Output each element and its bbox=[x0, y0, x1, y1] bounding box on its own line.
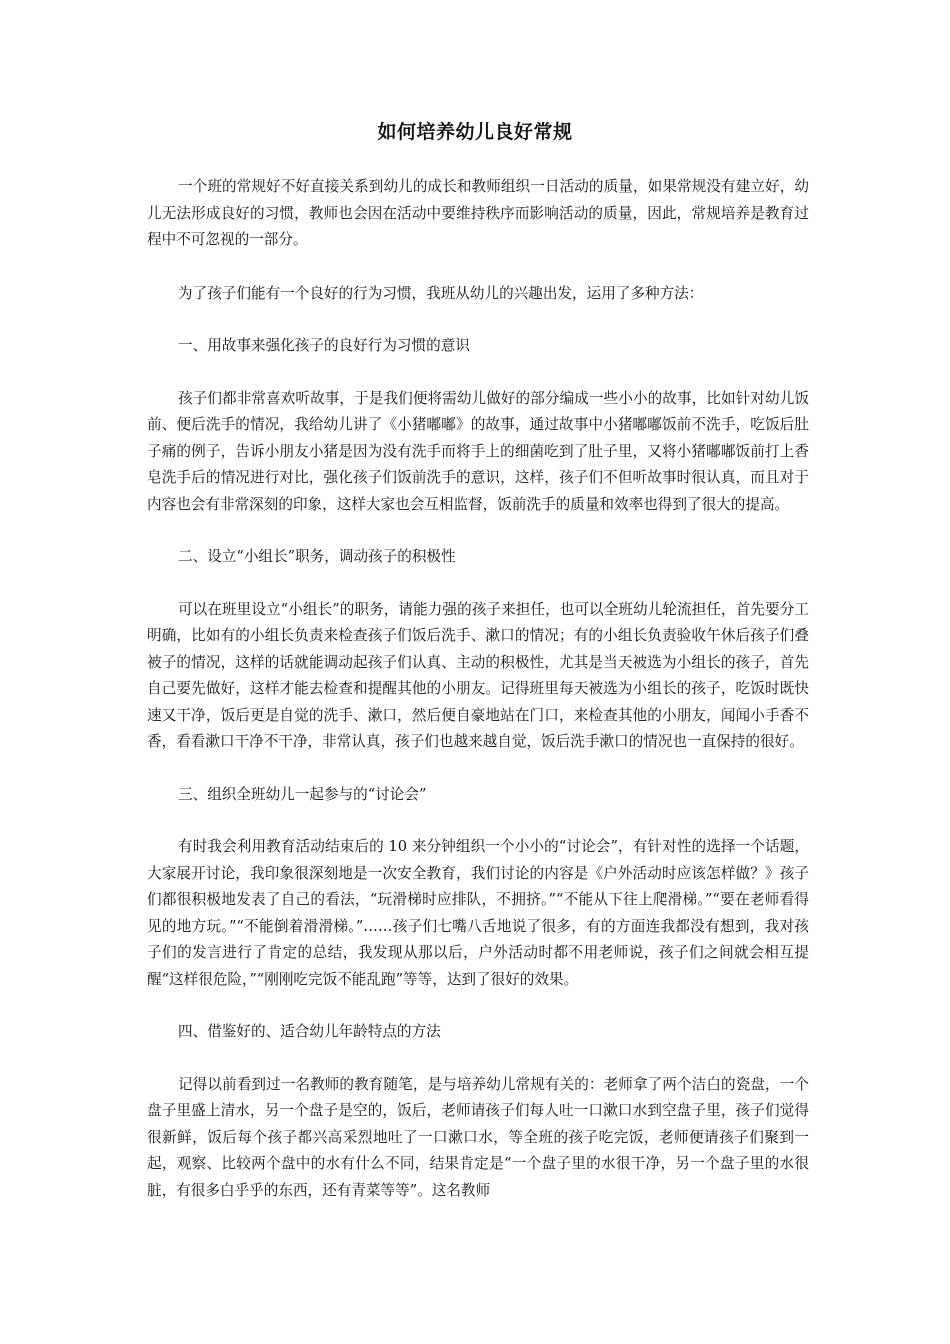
section-heading-3: 三、组织全班幼儿一起参与的“讨论会” bbox=[178, 785, 427, 803]
section-heading-4: 四、借鉴好的、适合幼儿年龄特点的方法 bbox=[178, 1023, 441, 1040]
document-body bbox=[147, 174, 809, 1204]
paragraph-section-1: 孩子们都非常喜欢听故事，于是我们便将需幼儿做好的部分编成一些小小的故事，比如针对幼儿饭前、便后洗手的情况，我给幼儿讲了《小猪嘟嘟》的故事，通过故事中小猪嘟嘟饭前不洗手，吃饭后肚子痛的例子，告诉小朋友小猪是因为没有洗手而将手上的细菌吃到了肚子里，又将小猪嘟嘟饭前打上香皂洗手后的情况进行对比，强化孩子们饭前洗手的意识，这样，孩子们不但听故事时很认真，而且对于内容也会有非常深刻的印象，这样大家也会互相监督，饭前洗手的质量和效率也得到了很大的提高。 bbox=[147, 389, 809, 513]
paragraph-methods-intro: 为了孩子们能有一个良好的行为习惯，我班从幼儿的兴趣出发，运用了多种方法： bbox=[178, 284, 704, 302]
paragraph-intro: 一个班的常规好不好直接关系到幼儿的成长和教师组织一日活动的质量，如果常规没有建立好，幼儿无法形成良好的习惯，教师也会因在活动中要维持秩序而影响活动的质量，因此，常规培养是教育过程中不可忽视的一部分。 bbox=[147, 178, 809, 248]
paragraph-section-3: 有时我会利用教育活动结束后的 10 来分钟组织一个小小的“讨论会”，有针对性的选择一个话题，大家展开讨论，我印象很深刻地是一次安全教育，我们讨论的内容是《户外活动时应该怎样做？》孩子们都很积极地发表了自己的看法，“玩滑梯时应排队，不拥挤。”“不能从下往上爬滑梯。”“要在老师看得见的地方玩。”“不能倒着滑滑梯。”……孩子们七嘴八舌地说了很多，有的方面连我都没有想到，我对孩子们的发言进行了肯定的总结，我发现从那以后，户外活动时都不用老师说，孩子们之间就会相互提醒“这样很危险，”“刚刚吃完饭不能乱跑”等等，达到了很好的效果。 bbox=[147, 838, 809, 988]
document-title: 如何培养幼儿良好常规 bbox=[377, 121, 573, 143]
paragraph-section-2: 可以在班里设立“小组长”的职务，请能力强的孩子来担任，也可以全班幼儿轮流担任，首先要分工明确，比如有的小组长负责来检查孩子们饭后洗手、漱口的情况；有的小组长负责验收午休后孩子们叠被子的情况，这样的话就能调动起孩子们认真、主动的积极性，尤其是当天被选为小组长的孩子，首先自己要先做好，这样才能去检查和提醒其他的小朋友。记得班里每天被选为小组长的孩子，吃饭时既快速又干净，饭后更是自觉的洗手、漱口，然后便自豪地站在门口，来检查其他的小朋友，闻闻小手香不香，看看漱口干净不干净，非常认真，孩子们也越来越自觉，饭后洗手漱口的情况也一直保持的很好。 bbox=[147, 600, 809, 750]
section-heading-1: 一、用故事来强化孩子的良好行为习惯的意识 bbox=[178, 337, 470, 354]
section-heading-2: 二、设立“小组长”职务，调动孩子的积极性 bbox=[178, 548, 456, 565]
paragraph-section-4: 记得以前看到过一名教师的教育随笔，是与培养幼儿常规有关的：老师拿了两个洁白的瓷盘，一个盘子里盛上清水，另一个盘子是空的，饭后，老师请孩子们每人吐一口漱口水到空盘子里，孩子们觉得很新鲜，饭后每个孩子都兴高采烈地吐了一口漱口水，等全班的孩子吃完饭，老师便请孩子们聚到一起，观察、比较两个盘中的水有什么不同，结果肯定是“一个盘子里的水很干净，另一个盘子里的水很脏，有很多白乎乎的东西，还有青菜等等”。这名教师 bbox=[147, 1075, 809, 1199]
